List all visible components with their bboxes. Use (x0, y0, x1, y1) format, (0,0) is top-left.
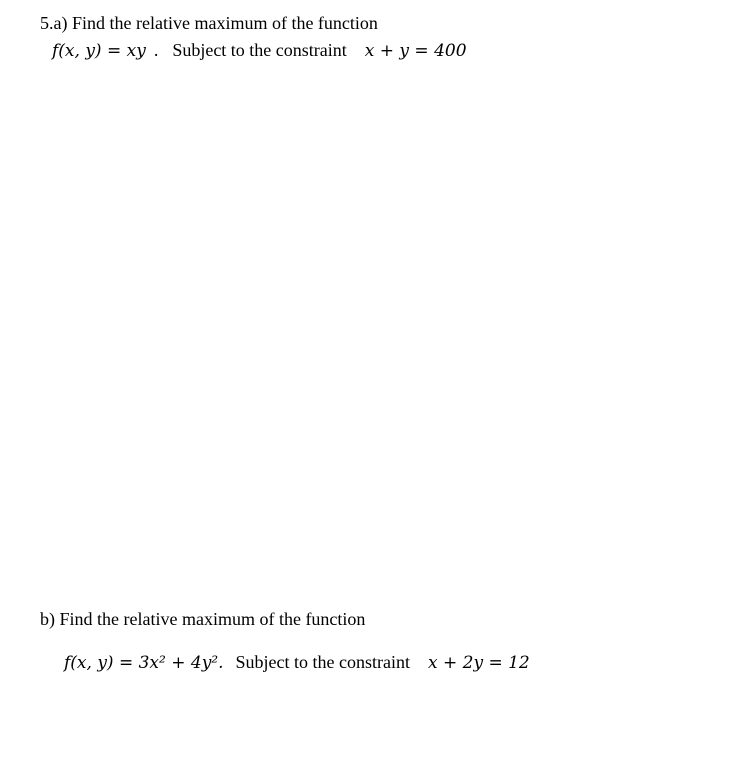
problem-a-separator: . (153, 40, 159, 60)
problem-b-constraint: x + 2y = 12 (428, 653, 530, 673)
problem-b-function: f(x, y) = 3x² + 4y². (64, 653, 224, 673)
problem-a-function: f(x, y) = xy (52, 41, 146, 61)
problem-b-heading: b) Find the relative maximum of the function (40, 609, 366, 629)
problem-b-equation-line (64, 651, 530, 674)
problem-a-equation-line (52, 39, 467, 62)
problem-a-heading: 5.a) Find the relative maximum of the function (40, 13, 378, 33)
problem-a-constraint-label: Subject to the constraint (172, 40, 347, 60)
problem-a-constraint: x + y = 400 (364, 41, 467, 61)
problem-b-constraint-label: Subject to the constraint (235, 652, 410, 672)
